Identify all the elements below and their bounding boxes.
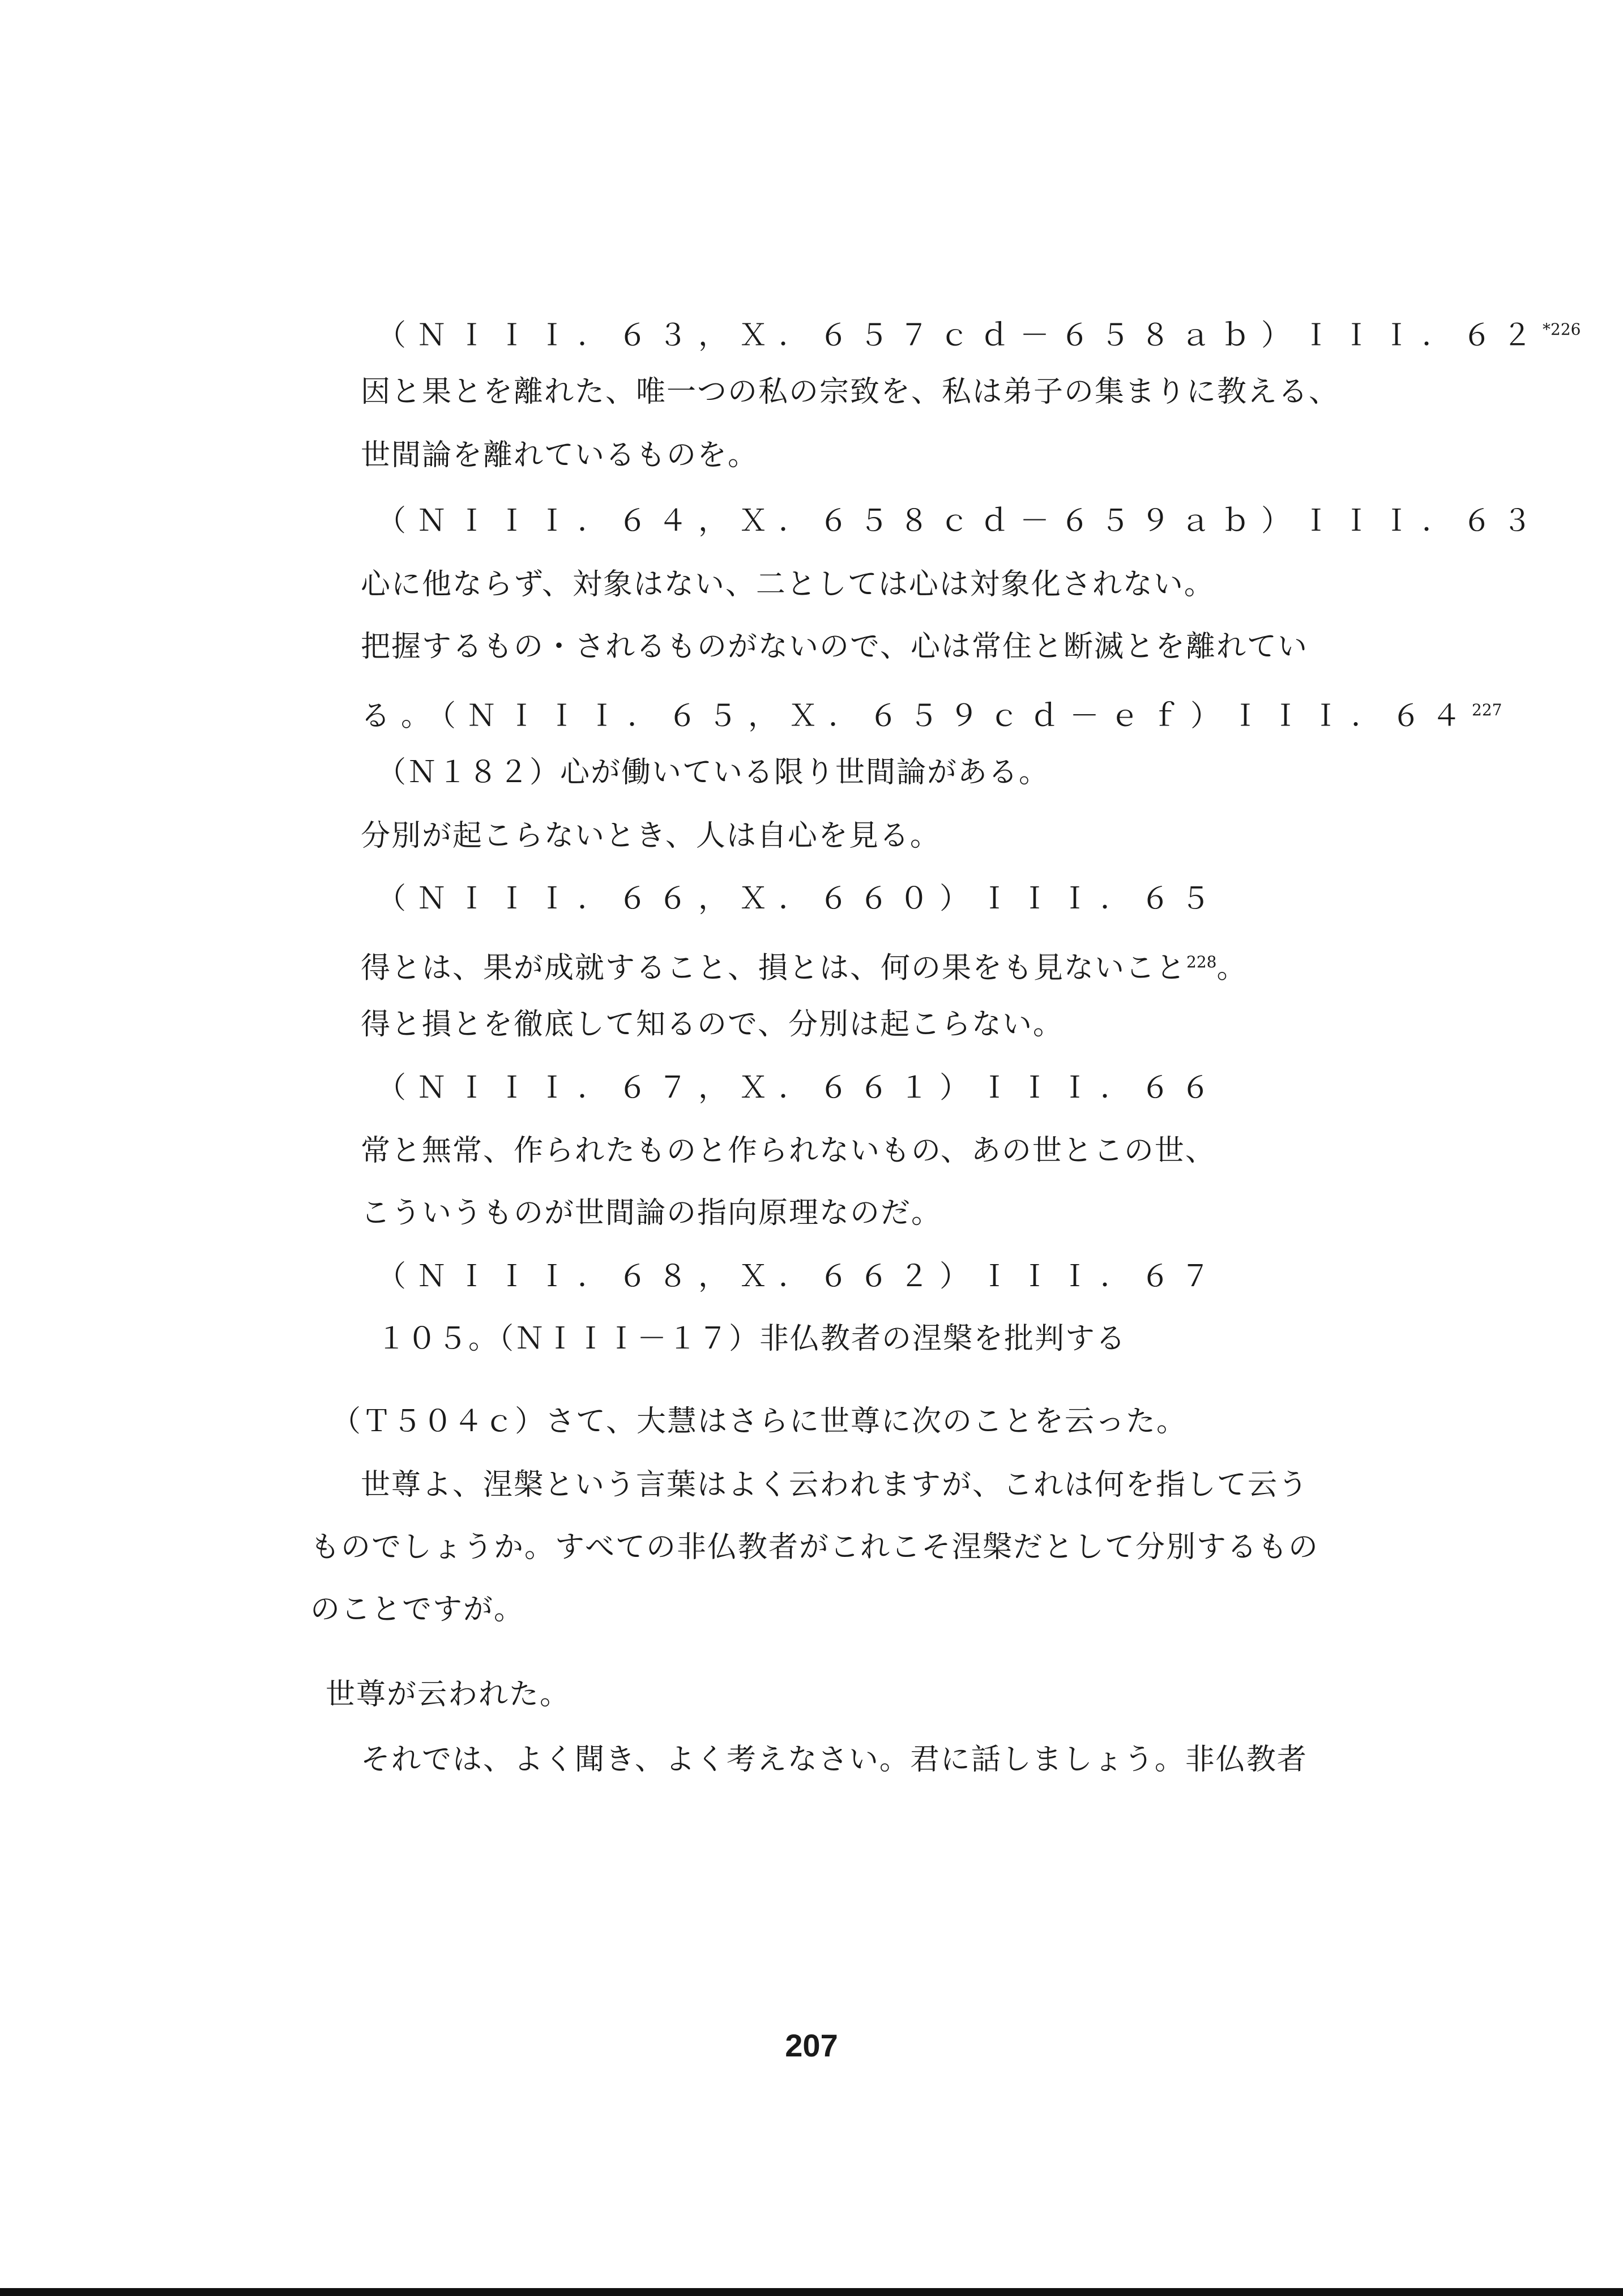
bottom-edge-bar [0, 2288, 1623, 2296]
page-number: 207 [785, 2028, 838, 2063]
footnote-marker: 227 [1472, 701, 1502, 719]
prose-line: 世尊が云われた。 [326, 1678, 571, 1712]
verse-line: 因と果とを離れた、唯一つの私の宗致を、私は弟子の集まりに教える、 [361, 375, 1340, 409]
verse-line: こういうものが世間論の指向原理なのだ。 [361, 1196, 942, 1230]
verse-reference: （ＮＩＩＩ．６７，Ｘ．６６１）ＩＩＩ．６６ [377, 1071, 1221, 1105]
verse-line: 得と損とを徹底して知るので、分別は起こらない。 [361, 1008, 1064, 1042]
verse-reference [377, 311, 1581, 353]
footnote-marker: 228 [1186, 953, 1217, 971]
verse-text: 得とは、果が成就すること、損とは、何の果をも見ないこと [361, 951, 1187, 985]
verse-line: 心に他ならず、対象はない、二としては心は対象化されない。 [361, 567, 1215, 601]
verse-line: 常と無常、作られたものと作られないもの、あの世とこの世、 [361, 1134, 1216, 1168]
prose-line: のことですが。 [310, 1593, 525, 1627]
reference-text: る。（ＮＩＩＩ．６５，Ｘ．６５９ｃｄ－ｅｆ）ＩＩＩ．６４ [361, 699, 1472, 733]
verse-reference: （ＮＩＩＩ．６４，Ｘ．６５８ｃｄ－６５９ａｂ）ＩＩＩ．６３ [377, 504, 1543, 538]
prose-line: （Ｔ５０４ｃ）さて、大慧はさらに世尊に次のことを云った。 [331, 1405, 1187, 1439]
verse-reference: （ＮＩＩＩ．６８，Ｘ．６６２）ＩＩＩ．６７ [377, 1260, 1221, 1294]
verse-line: （Ｎ１８２）心が働いている限り世間論がある。 [377, 756, 1050, 789]
footnote-marker: *226 [1543, 320, 1581, 339]
prose-line: ものでしょうか。すべての非仏教者がこれこそ涅槃だとして分別するもの [310, 1530, 1319, 1564]
verse-reference: （ＮＩＩＩ．６６，Ｘ．６６０）ＩＩＩ．６５ [377, 882, 1221, 916]
verse-reference [361, 692, 1502, 734]
verse-line: 世間論を離れているものを。 [361, 438, 759, 472]
prose-line: 世尊よ、涅槃という言葉はよく云われますが、これは何を指して云う [361, 1468, 1309, 1502]
verse-line: 分別が起こらないとき、人は自心を見る。 [361, 819, 941, 853]
prose-line: それでは、よく聞き、よく考えなさい。君に話しましょう。非仏教者 [361, 1743, 1308, 1777]
reference-text: （ＮＩＩＩ．６３，Ｘ．６５７ｃｄ－６５８ａｂ）ＩＩＩ．６２ [377, 318, 1543, 353]
verse-line: 把握するもの・されるものがないので、心は常住と断滅とを離れてい [361, 630, 1308, 664]
verse-line [361, 944, 1247, 986]
verse-text: 。 [1216, 951, 1248, 985]
section-heading: １０５。（ＮＩＩＩ－１７）非仏教者の涅槃を批判する [377, 1322, 1127, 1356]
